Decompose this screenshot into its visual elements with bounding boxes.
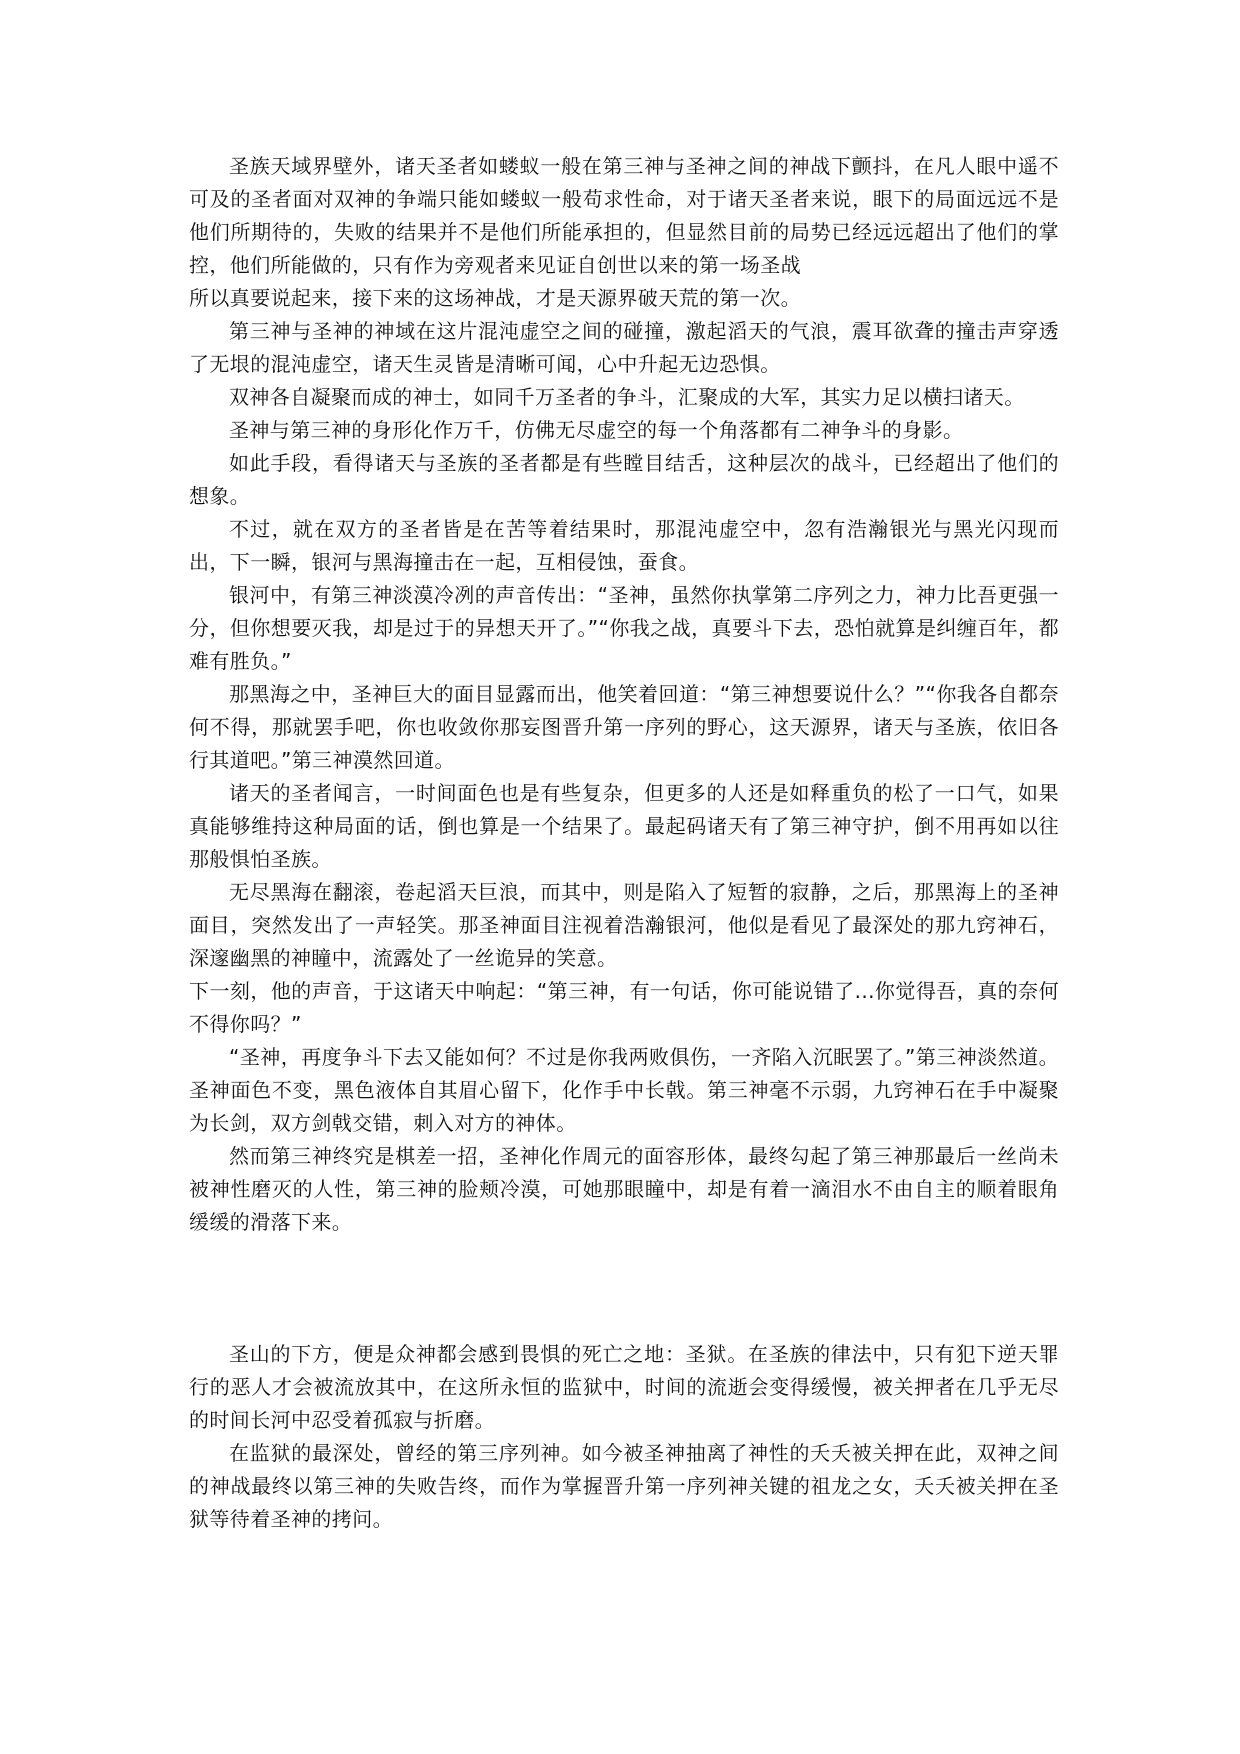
paragraph: 圣族天域界壁外，诸天圣者如蝼蚁一般在第三神与圣神之间的神战下颤抖，在凡人眼中遥不可及的圣者面对双神的争端只能如蝼蚁一般苟求性命，对于诸天圣者来说，眼下的局面远远不是他们所期待的，失败的结果并不是他们所能承担的，但显然目前的局势已经远远超出了他们的掌控，他们所能做的，只有作为旁观者来见证自创世以来的第一场圣战 bbox=[189, 154, 1059, 277]
document-page bbox=[189, 150, 1059, 1536]
paragraph: 不过，就在双方的圣者皆是在苦等着结果时，那混沌虚空中，忽有浩瀚银光与黑光闪现而出，下一瞬，银河与黑海撞击在一起，互相侵蚀，蚕食。 bbox=[189, 517, 1059, 574]
paragraph: 圣神与第三神的身形化作万千，仿佛无尽虚空的每一个角落都有二神争斗的身影。 bbox=[229, 418, 964, 442]
paragraph: 下一刻，他的声音，于这诸天中响起：“第三神，有一句话，你可能说错了...你觉得吾，真的奈何不得你吗？” bbox=[189, 979, 1059, 1036]
paragraph: 在监狱的最深处，曾经的第三序列神。如今被圣神抽离了神性的夭夭被关押在此，双神之间的神战最终以第三神的失败告终，而作为掌握晋升第一序列神关键的祖龙之女，夭夭被关押在圣狱等待着圣神的拷问。 bbox=[189, 1441, 1059, 1531]
section-gap bbox=[189, 1239, 1059, 1338]
paragraph: 如此手段，看得诸天与圣族的圣者都是有些瞠目结舌，这种层次的战斗，已经超出了他们的想象。 bbox=[189, 451, 1059, 508]
story-section-1 bbox=[189, 150, 1059, 1239]
paragraph: 无尽黑海在翻滚，卷起滔天巨浪，而其中，则是陷入了短暂的寂静，之后，那黑海上的圣神面目，突然发出了一声轻笑。那圣神面目注视着浩瀚银河，他似是看见了最深处的那九窍神石，深邃幽黑的神瞳中，流露处了一丝诡异的笑意。 bbox=[189, 880, 1059, 970]
paragraph: 第三神与圣神的神域在这片混沌虚空之间的碰撞，激起滔天的气浪，震耳欲聋的撞击声穿透了无垠的混沌虚空，诸天生灵皆是清晰可闻，心中升起无边恐惧。 bbox=[189, 319, 1059, 376]
paragraph: 圣山的下方，便是众神都会感到畏惧的死亡之地：圣狱。在圣族的律法中，只有犯下逆天罪行的恶人才会被流放其中，在这所永恒的监狱中，时间的流逝会变得缓慢，被关押者在几乎无尽的时间长河中忍受着孤寂与折磨。 bbox=[189, 1342, 1059, 1432]
paragraph: 那黑海之中，圣神巨大的面目显露而出，他笑着回道：“第三神想要说什么？”“你我各自都奈何不得，那就罢手吧，你也收敛你那妄图晋升第一序列的野心，这天源界，诸天与圣族，依旧各行其道吧。”第三神漠然回道。 bbox=[189, 682, 1059, 772]
paragraph: 双神各自凝聚而成的神士，如同千万圣者的争斗，汇聚成的大军，其实力足以横扫诸天。 bbox=[229, 385, 1025, 409]
paragraph: 诸天的圣者闻言，一时间面色也是有些复杂，但更多的人还是如释重负的松了一口气，如果真能够维持这种局面的话，倒也算是一个结果了。最起码诸天有了第三神守护，倒不用再如以往那般惧怕圣族。 bbox=[189, 781, 1059, 871]
story-section-2 bbox=[189, 1338, 1059, 1536]
paragraph: 然而第三神终究是棋差一招，圣神化作周元的面容形体，最终勾起了第三神那最后一丝尚未被神性磨灭的人性，第三神的脸颊冷漠，可她那眼瞳中，却是有着一滴泪水不由自主的顺着眼角缓缓的滑落下来。 bbox=[189, 1144, 1059, 1234]
paragraph: “圣神，再度争斗下去又能如何？不过是你我两败俱伤，一齐陷入沉眠罢了。”第三神淡然道。圣神面色不变，黑色液体自其眉心留下，化作手中长戟。第三神毫不示弱，九窍神石在手中凝聚为长剑，双方剑戟交错，刺入对方的神体。 bbox=[189, 1045, 1059, 1135]
paragraph: 所以真要说起来，接下来的这场神战，才是天源界破天荒的第一次。 bbox=[189, 286, 801, 310]
paragraph: 银河中，有第三神淡漠冷冽的声音传出：“圣神，虽然你执掌第二序列之力，神力比吾更强一分，但你想要灭我，却是过于的异想天开了。”“你我之战，真要斗下去，恐怕就算是纠缠百年，都难有胜负。” bbox=[189, 583, 1059, 673]
